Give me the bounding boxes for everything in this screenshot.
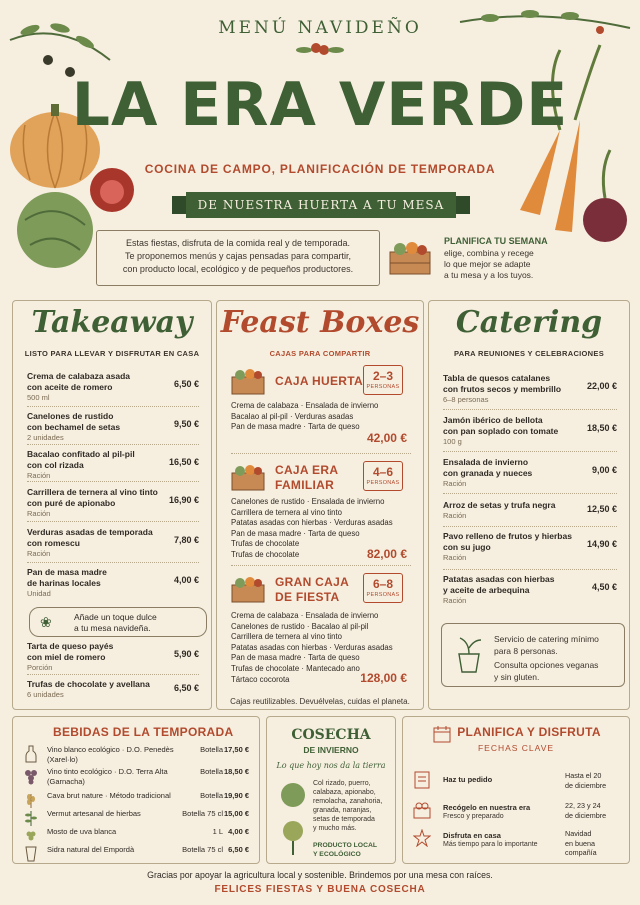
intro-line: Te proponemos menús y cajas pensadas para compartir,	[124, 251, 352, 261]
item-name: con puré de apionabo	[27, 498, 116, 508]
reusable-boxes-note: Cajas reutilizables. Devuélvelas, cuidas el planeta.	[230, 697, 410, 706]
step-title: Disfruta en casa	[443, 831, 501, 840]
drink-name	[47, 767, 177, 786]
harvest-list	[313, 779, 393, 833]
box-name-line: FAMILIAR	[275, 478, 335, 492]
item-name: Arroz de setas y trufa negra	[443, 500, 556, 510]
item-name: con romescu	[27, 538, 80, 548]
item-portion: Ración	[443, 596, 467, 605]
step-description: Más tiempo para lo importante	[443, 841, 538, 848]
item-price: 16,90 €	[168, 495, 199, 505]
grape-cluster-icon	[23, 827, 39, 845]
planning-section	[402, 716, 630, 864]
content-line: Pan de masa madre · Tarta de queso	[231, 653, 360, 663]
holiday-greeting: FELICES FIESTAS Y BUENA COSECHA	[214, 884, 426, 895]
item-name: con aceite de romero	[27, 382, 113, 392]
menu-item	[27, 527, 199, 559]
drink-size: Botella	[200, 791, 223, 800]
item-price: 9,00 €	[591, 465, 617, 475]
box-price: 42,00 €	[366, 431, 407, 445]
menu-item	[27, 487, 199, 519]
drink-name	[47, 791, 177, 801]
drink-name-line: Cava brut nature · Método tradicional	[47, 791, 171, 800]
divider	[27, 406, 199, 407]
item-name: Jamón ibérico de bellota	[443, 415, 543, 425]
content-line: Carrillera de ternera al vino tinto	[231, 632, 342, 642]
item-portion: Ración	[443, 479, 467, 488]
leaf-icon: ❀	[40, 614, 52, 630]
item-portion: Ración	[27, 471, 51, 480]
item-name: de harinas locales	[27, 578, 101, 588]
divider	[443, 526, 617, 527]
catering-item	[443, 500, 617, 521]
drink-name	[47, 745, 177, 764]
drink-price: 4,00 €	[228, 827, 249, 836]
note-line: Consulta opciones veganas	[494, 660, 599, 670]
drink-name-line: (Xarel·lo)	[47, 754, 78, 764]
vegetable-crate-icon	[231, 573, 265, 603]
drink-price: 17,50 €	[223, 745, 249, 754]
item-name: con bechamel de setas	[27, 422, 121, 432]
grapes-icon	[23, 767, 39, 785]
item-name: con granada y nueces	[443, 468, 533, 478]
box-name-line: DE FIESTA	[275, 590, 340, 604]
divider	[27, 481, 199, 482]
catering-item	[443, 457, 617, 489]
catering-subtitle: PARA REUNIONES Y CELEBRACIONES	[454, 349, 604, 358]
menu-item	[27, 411, 199, 443]
catering-item	[443, 415, 617, 447]
box-name-line: CAJA ERA	[275, 463, 339, 477]
divider	[27, 444, 199, 445]
box-price: 82,00 €	[366, 547, 407, 561]
servings-badge	[363, 365, 403, 395]
item-portion: Unidad	[27, 589, 51, 598]
harvest-line: setas de temporada	[313, 816, 375, 823]
step-when	[565, 829, 629, 858]
drink-size: Botella	[200, 767, 223, 776]
vegetable-crate-icon	[231, 461, 265, 491]
servings-number: 2–3	[372, 369, 394, 383]
servings-badge	[363, 573, 403, 603]
key-dates-label: FECHAS CLAVE	[477, 743, 555, 753]
plan-week-text	[444, 248, 554, 281]
cabbage-illustration	[17, 192, 93, 268]
crate-icon	[413, 801, 431, 819]
box-name	[275, 575, 349, 605]
plan-week-line: elige, combina y recege	[444, 248, 534, 258]
drink-price: 18,50 €	[223, 767, 249, 776]
divider	[27, 674, 199, 675]
item-price: 7,80 €	[173, 535, 199, 545]
restaurant-title: LA ERA VERDE	[71, 70, 569, 140]
wine-bottle-icon	[23, 745, 39, 763]
planning-title: PLANIFICA Y DISFRUTA	[457, 725, 601, 739]
content-line: Tártaco cocorota	[231, 674, 290, 684]
harvest-line: calabaza, apionabo,	[313, 789, 376, 796]
drink-name-line: Sidra natural del Empordà	[47, 845, 135, 854]
item-name: con col rizada	[27, 460, 84, 470]
note-line: y sin gluten.	[494, 671, 540, 682]
item-name: Crema de calabaza asada	[27, 371, 131, 381]
servings-unit: PERSONAS	[366, 384, 400, 390]
box-name-line: GRAN CAJA	[275, 575, 350, 589]
when-line: de diciembre	[565, 780, 607, 790]
feast-boxes-subtitle: CAJAS PARA COMPARTIR	[269, 349, 371, 358]
takeaway-title: Takeaway	[31, 305, 193, 340]
content-line: Trufas de chocolate	[231, 549, 300, 559]
planning-step	[413, 829, 619, 857]
step-when	[565, 771, 629, 790]
when-line: en buena	[565, 838, 595, 848]
seasonal-harvest-section	[266, 716, 396, 864]
feast-boxes-title: Feast Boxes	[220, 305, 420, 340]
when-line: de diciembre	[565, 810, 607, 820]
note-line: Servicio de catering mínimo	[494, 634, 599, 644]
item-portion: 500 ml	[27, 393, 50, 402]
servings-unit: PERSONAS	[366, 480, 400, 486]
divider	[443, 451, 617, 452]
servings-unit: PERSONAS	[366, 592, 400, 598]
item-price: 4,00 €	[173, 575, 199, 585]
item-portion: Ración	[443, 553, 467, 562]
item-portion: 100 g	[443, 437, 462, 446]
local-product-label	[313, 841, 393, 859]
item-portion: Ración	[27, 549, 51, 558]
menu-item	[27, 449, 199, 481]
divider	[231, 565, 411, 566]
intro-line: Estas fiestas, disfruta de la comida real y de temporada.	[125, 238, 351, 248]
drink-size: 1 L	[212, 827, 223, 836]
planning-step	[413, 771, 619, 795]
drink-name-line: Vermut artesanal de hierbas	[47, 809, 141, 818]
drink-price: 19,90 €	[223, 791, 249, 800]
item-price: 9,50 €	[173, 419, 199, 429]
content-line: Crema de calabaza · Ensalada de invierno	[231, 611, 379, 620]
box-price: 128,00 €	[360, 671, 407, 685]
catering-item	[443, 373, 617, 405]
drink-size: Botella 75 cl	[182, 845, 223, 854]
plan-week-line: a tu mesa y a los tuyos.	[444, 270, 534, 280]
item-name: con frutos secos y membrillo	[443, 384, 562, 394]
drink-name-line: (Garnacha)	[47, 776, 85, 786]
content-line: Pan de masa madre · Tarta de queso	[231, 422, 360, 432]
intro-box	[96, 230, 380, 286]
plan-week-line: lo que mejor se adapte	[444, 259, 531, 269]
menu-item	[27, 567, 199, 599]
item-name: Tabla de quesos catalanes	[443, 373, 551, 383]
item-portion: Porción	[27, 663, 53, 672]
item-name: Canelones de rustido	[27, 411, 114, 421]
box-contents	[231, 401, 401, 433]
drink-name	[47, 827, 177, 837]
step-title: Haz tu pedido	[443, 775, 493, 784]
drink-name-line: Vino tinto ecológico · D.O. Terra Alta	[47, 767, 168, 776]
content-line: Canelones de rustido · Bacalao al pil-pil	[231, 621, 369, 631]
item-price: 6,50 €	[173, 683, 199, 693]
restaurant-subtitle: COCINA DE CAMPO, PLANIFICACIÓN DE TEMPORADA	[144, 162, 496, 176]
dessert-item	[27, 679, 199, 700]
harvest-line: granada, naranjas,	[313, 807, 372, 814]
drink-price: 15,00 €	[223, 809, 249, 818]
drink-name	[47, 845, 177, 855]
label-line: PRODUCTO LOCAL	[313, 842, 378, 849]
item-name: con miel de romero	[27, 652, 106, 662]
harvest-title: COSECHA	[291, 727, 371, 743]
item-price: 5,90 €	[173, 649, 199, 659]
catering-item	[443, 531, 617, 563]
divider	[443, 409, 617, 410]
harvest-line: y mucho más.	[313, 825, 357, 832]
label-line: Y ECOLÓGICO	[313, 851, 361, 858]
when-line: 22, 23 y 24	[565, 801, 601, 810]
item-name: Ensalada de invierno	[443, 457, 529, 467]
item-portion: Ración	[27, 509, 51, 518]
servings-number: 6–8	[372, 577, 394, 591]
item-name: Pan de masa madre	[27, 567, 107, 577]
divider	[231, 453, 411, 454]
plan-week-title: PLANIFICA TU SEMANA	[444, 236, 548, 246]
harvest-line: Col rizado, puerro,	[313, 780, 371, 787]
takeaway-subtitle: LISTO PARA LLEVAR Y DISFRUTAR EN CASA	[24, 349, 200, 358]
catering-title: Catering	[455, 305, 603, 340]
item-name: con su jugo	[443, 542, 491, 552]
catering-item	[443, 574, 617, 606]
harvest-tagline: Lo que hoy nos da la tierra	[276, 761, 386, 770]
content-line: Patatas asadas con hierbas · Verduras asadas	[231, 642, 393, 652]
when-line: compañía	[565, 848, 597, 857]
menu-item	[27, 371, 199, 403]
wheat-icon	[23, 791, 39, 809]
step-title: Recógelo en nuestra era	[443, 803, 531, 812]
content-line: Trufas de chocolate · Mantecado ano	[231, 663, 360, 673]
drink-name	[47, 809, 177, 819]
drink-name-line: Mosto de uva blanca	[47, 827, 117, 836]
item-portion: 2 unidades	[27, 433, 64, 442]
item-name: Carrillera de ternera al vino tinto	[27, 487, 158, 497]
item-price: 4,50 €	[591, 582, 617, 592]
item-price: 22,00 €	[586, 381, 617, 391]
intro-line: con producto local, ecológico y de pequeños productores.	[122, 264, 354, 274]
order-list-icon	[413, 771, 431, 789]
tagline-banner: DE NUESTRA HUERTA A TU MESA	[186, 192, 456, 218]
vegetables-icon	[277, 781, 309, 857]
item-name: Verduras asadas de temporada	[27, 527, 153, 537]
tip-line: Añade un toque dulce	[74, 612, 157, 622]
item-name: con pan soplado con tomate	[443, 426, 559, 436]
when-line: Navidad	[565, 829, 592, 838]
content-line: Patatas asadas con hierbas · Verduras asadas	[231, 518, 393, 528]
content-line: Carrillera de ternera al vino tinto	[231, 507, 342, 517]
feast-boxes-section	[216, 300, 424, 710]
drink-size: Botella 75 cl	[182, 809, 223, 818]
servings-number: 4–6	[372, 465, 394, 479]
box-name	[275, 463, 338, 493]
content-line: Crema de calabaza · Ensalada de invierno	[231, 401, 379, 410]
item-price: 14,90 €	[586, 539, 617, 549]
content-line: Pan de masa madre · Tarta de queso	[231, 528, 360, 538]
planning-step	[413, 801, 619, 825]
item-name: y aceite de arbequina	[443, 585, 530, 595]
harvest-subtitle: DE INVIERNO	[303, 745, 359, 755]
item-price: 16,50 €	[168, 457, 199, 467]
box-name: CAJA HUERTA	[275, 374, 363, 388]
menu-label: MENÚ NAVIDEÑO	[218, 18, 422, 38]
step-when	[565, 801, 629, 820]
vegetable-crate-icon	[231, 365, 265, 395]
item-portion: 6–8 personas	[443, 395, 489, 404]
content-line: Canelones de rustido · Ensalada de invierno	[231, 497, 385, 506]
dessert-tip-box	[29, 607, 207, 637]
divider	[27, 562, 199, 563]
harvest-line: remolacha, zanahoria,	[313, 798, 383, 805]
content-line: Bacalao al pil-pil · Verduras asadas	[231, 411, 354, 421]
item-name: Pavo relleno de frutos y hierbas	[443, 531, 572, 541]
item-price: 18,50 €	[586, 423, 617, 433]
drink-name-line: Vino blanco ecológico · D.O. Penedès	[47, 745, 174, 754]
tip-line: a tu mesa navideña.	[74, 623, 151, 633]
star-icon	[413, 829, 431, 847]
vegetable-crate-icon	[388, 236, 432, 276]
note-line: para 8 personas.	[494, 645, 558, 656]
divider	[443, 493, 617, 494]
takeaway-section	[12, 300, 212, 710]
dessert-tip-text	[74, 612, 194, 634]
drinks-title: BEBIDAS DE LA TEMPORADA	[53, 725, 234, 739]
item-price: 12,50 €	[586, 504, 617, 514]
divider	[443, 569, 617, 570]
item-portion: 6 unidades	[27, 690, 64, 699]
item-portion: Ración	[443, 511, 467, 520]
herb-icon	[23, 809, 39, 827]
item-name: Patatas asadas con hierbas	[443, 574, 555, 584]
servings-badge	[363, 461, 403, 491]
glass-icon	[23, 845, 39, 863]
drink-price: 6,50 €	[228, 845, 249, 854]
thank-you-note: Gracias por apoyar la agricultura local y sostenible. Brindemos por una mesa con raíces.	[147, 870, 493, 880]
when-line: Hasta el 20	[565, 771, 602, 780]
catering-note-text	[494, 634, 620, 683]
item-price: 6,50 €	[173, 379, 199, 389]
dessert-item	[27, 641, 199, 673]
divider	[27, 521, 199, 522]
item-name: Bacalao confitado al pil-pil	[27, 449, 135, 459]
catering-section	[428, 300, 630, 710]
berries-ornament-icon	[296, 43, 344, 55]
content-line: Trufas de chocolate	[231, 539, 300, 549]
item-name: Trufas de chocolate y avellana	[27, 679, 150, 689]
plant-pot-icon	[454, 634, 484, 674]
drink-size: Botella	[200, 745, 223, 754]
drinks-section	[12, 716, 260, 864]
catering-note-box	[441, 623, 625, 687]
item-name: Tarta de queso payés	[27, 641, 114, 651]
step-description: Fresco y preparado	[443, 813, 504, 820]
